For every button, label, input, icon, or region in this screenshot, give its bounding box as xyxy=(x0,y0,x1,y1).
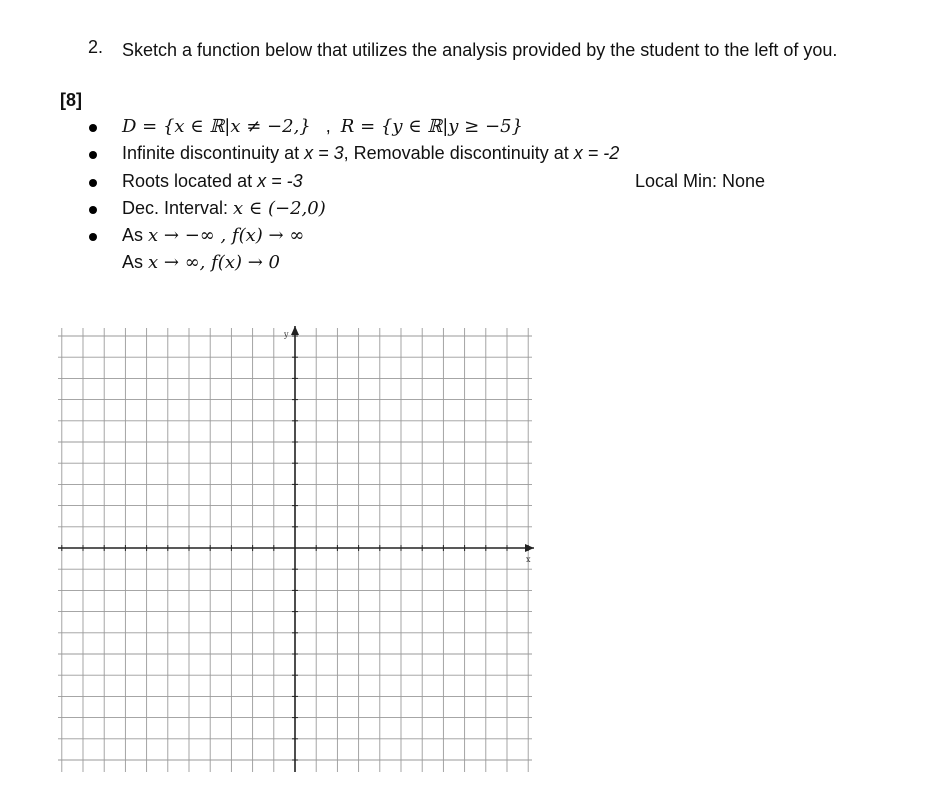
x-axis-label: x xyxy=(526,555,531,564)
roots-value: x = -3 xyxy=(257,171,303,191)
removable-discontinuity-value: x = -2 xyxy=(573,143,620,163)
infinite-discontinuity-label: Infinite discontinuity at xyxy=(122,143,305,163)
end-behaviour-pos-inf: x → ∞, f(x) → 0 xyxy=(148,252,280,273)
end-behaviour-prefix-2: As xyxy=(122,252,149,272)
end-behaviour-prefix-1: As xyxy=(122,225,149,245)
dec-interval-label: Dec. Interval: xyxy=(122,198,234,218)
range-set: R = {y ∈ ℝ|y ≥ −5} xyxy=(340,116,523,137)
question-text: Sketch a function below that utilizes the analysis provided by the student to the left of you. xyxy=(122,40,838,60)
dec-interval-value: x ∈ (−2,0) xyxy=(233,198,326,219)
axes xyxy=(58,326,534,772)
x-axis-arrow-icon xyxy=(525,544,534,552)
question-number: 2. xyxy=(88,37,104,57)
y-axis-arrow-icon xyxy=(291,326,299,335)
removable-discontinuity-label: , Removable discontinuity at xyxy=(343,143,574,163)
local-min-text: Local Min: None xyxy=(635,171,766,191)
roots-label: Roots located at xyxy=(122,171,258,191)
domain-set: D = {x ∈ ℝ|x ≠ −2,} xyxy=(122,116,311,137)
infinite-discontinuity-value: x = 3 xyxy=(304,143,344,163)
set-separator: , xyxy=(325,116,331,136)
end-behaviour-neg-inf: x → −∞ , f(x) → ∞ xyxy=(148,225,305,246)
marks-label: [8] xyxy=(60,90,82,110)
y-axis-label: y xyxy=(284,330,289,339)
